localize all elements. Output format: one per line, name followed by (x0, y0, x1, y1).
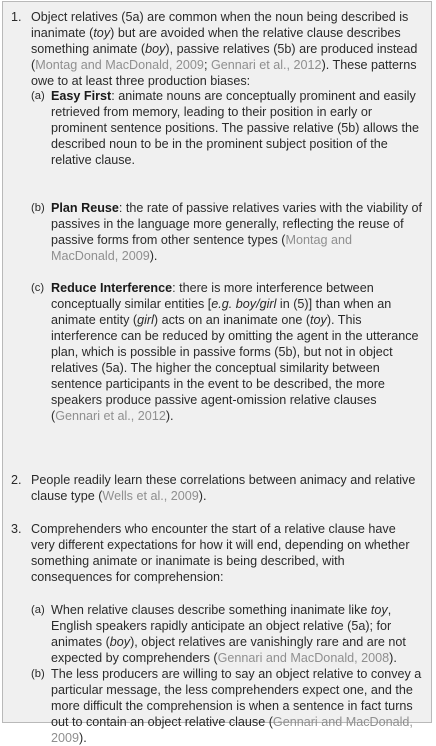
italic-term: e.g. boy/girl (211, 297, 277, 311)
text-line (51, 328, 425, 344)
text-run: ) but are avoided when the relative clause describes (110, 26, 401, 40)
item-body (31, 472, 427, 504)
bold-heading: Plan Reuse (51, 201, 119, 215)
text-line (31, 41, 427, 57)
text-box (2, 1, 432, 745)
text-run: expected by comprehenders ( (51, 651, 218, 665)
text-run: English speakers rapidly anticipate an object relative (5a); for (51, 619, 392, 633)
citation-link[interactable]: Gennari and MacDonald, (272, 715, 413, 729)
text-line (51, 248, 425, 264)
text-line (51, 216, 425, 232)
text-run: The less producers are willing to say an object relative to convey a (51, 667, 422, 681)
text-run: owe to at least three production biases: (31, 74, 251, 88)
text-line (51, 392, 425, 408)
text-run: inanimate ( (31, 26, 94, 40)
sub-item-label: (b) (31, 668, 45, 680)
text-line (51, 152, 425, 168)
text-run: prominent sentence positions. The passive relative (5b) allows the (51, 121, 419, 135)
text-run: passive forms from other sentence types ( (51, 233, 286, 247)
text-run: out to contain an object relative clause ( (51, 715, 273, 729)
text-run: relative clause. (51, 153, 135, 167)
sub-item-label: (c) (31, 282, 45, 294)
text-run: ). (79, 731, 87, 745)
text-run: animate entity ( (51, 313, 138, 327)
text-run: described noun to be in the prominent subject position of the (51, 137, 388, 151)
text-run: more difficult the comprehension is when a sentence in fact turns (51, 699, 413, 713)
text-run: ). (198, 489, 207, 503)
text-line (51, 408, 425, 424)
citation-link[interactable]: MacDonald, 2009 (51, 249, 150, 263)
text-run: ( (51, 409, 56, 423)
text-line (51, 666, 425, 682)
text-line (31, 553, 427, 569)
sub-item-body (51, 280, 425, 424)
text-line (51, 296, 425, 312)
item-number: 2. (11, 473, 22, 487)
text-line (51, 618, 425, 634)
text-line (51, 88, 425, 104)
italic-term: girl (137, 313, 154, 327)
text-run: conceptually similar entities [ (51, 297, 212, 311)
text-run: When relative clauses describe something inanimate like (51, 603, 371, 617)
item-body (31, 521, 427, 585)
text-line (51, 634, 425, 650)
text-run: retrieved from memory, leading to their position in early or (51, 105, 373, 119)
text-line (51, 698, 425, 714)
text-run: ), object relatives are vanishingly rare and are not (130, 635, 406, 649)
italic-term: boy (109, 635, 131, 649)
text-run: consequences for comprehension: (31, 570, 224, 584)
text-run: interference can be reduced by omitting the agent in the utterance (51, 329, 419, 343)
text-line (51, 104, 425, 120)
text-run: relatives (5a). The higher the conceptual similarity between (51, 361, 380, 375)
text-run: clause type ( (31, 489, 103, 503)
text-run: People readily learn these correlations between animacy and relative (31, 473, 416, 487)
text-line (31, 472, 427, 488)
text-line (51, 602, 425, 618)
sub-item-label: (a) (31, 90, 45, 102)
text-run: ). These patterns (321, 58, 417, 72)
text-line (31, 73, 427, 89)
citation-link[interactable]: Gennari and MacDonald, 2008 (217, 651, 390, 665)
text-run: ; (203, 58, 211, 72)
text-line (51, 200, 425, 216)
text-run: : there is more interference between (172, 281, 374, 295)
text-line (31, 537, 427, 553)
text-line (51, 136, 425, 152)
text-run: , (387, 603, 392, 617)
item-body (31, 9, 427, 89)
citation-link[interactable]: 2009 (51, 731, 80, 745)
sub-item-label: (b) (31, 202, 45, 214)
italic-term: toy (310, 313, 327, 327)
text-line (31, 488, 427, 504)
text-line (51, 376, 425, 392)
text-line (31, 9, 427, 25)
italic-term: boy (145, 42, 166, 56)
text-run: sentence participants in the event to be described, the more (51, 377, 385, 391)
citation-link[interactable]: Montag and MacDonald, 2009 (35, 58, 204, 72)
text-line (31, 25, 427, 41)
citation-link[interactable]: Gennari et al., 2012 (210, 58, 322, 72)
sub-item-body (51, 666, 425, 746)
text-run: particular message, the less comprehenders expect one, and the (51, 683, 413, 697)
text-line (31, 521, 427, 537)
text-line (51, 682, 425, 698)
text-run: Object relatives (5a) are common when the noun being described is (31, 10, 409, 24)
text-run: : animate nouns are conceptually prominent and easily (111, 89, 416, 103)
sub-item-label: (a) (31, 604, 45, 616)
sub-item-body (51, 200, 425, 264)
text-run: ( (31, 58, 36, 72)
text-run: ), passive relatives (5b) are produced instead (165, 42, 418, 56)
text-line (31, 57, 427, 73)
text-run: ) acts on an inanimate one ( (153, 313, 311, 327)
text-line (51, 120, 425, 136)
text-run: in (5)] than when an (276, 297, 392, 311)
item-number: 1. (11, 10, 22, 24)
text-line (51, 280, 425, 296)
text-line (51, 360, 425, 376)
text-run: animates ( (51, 635, 110, 649)
text-line (51, 714, 425, 730)
text-run: ). (165, 409, 174, 423)
sub-item-body (51, 602, 425, 666)
text-run: passives in the language more generally, reflecting the reuse of (51, 217, 404, 231)
bold-heading: Easy First (51, 89, 112, 103)
text-run: Comprehenders who encounter the start of a relative clause have (31, 522, 396, 536)
text-line (51, 344, 425, 360)
sub-item-body (51, 88, 425, 168)
italic-term: toy (93, 26, 111, 40)
text-run: ). (389, 651, 397, 665)
citation-link[interactable]: Wells et al., 2009 (102, 489, 199, 503)
citation-link[interactable]: Montag and (285, 233, 353, 247)
item-number: 3. (11, 522, 22, 536)
text-line (51, 312, 425, 328)
text-run: speakers produce passive agent-omission relative clauses (51, 393, 377, 407)
text-run: ). This (326, 313, 362, 327)
text-run: something animate or inanimate is being described, with (31, 554, 345, 568)
text-run: plan, which is possible in passive forms (5b), but not in object (51, 345, 393, 359)
bold-heading: Reduce Interference (51, 281, 173, 295)
italic-term: toy (370, 603, 388, 617)
text-line (51, 730, 425, 746)
text-line (51, 650, 425, 666)
text-run: very different expectations for how it will end, depending on whether (31, 538, 410, 552)
text-line (31, 569, 427, 585)
citation-link[interactable]: Gennari et al., 2012 (55, 409, 166, 423)
text-run: ). (149, 249, 158, 263)
text-line (51, 232, 425, 248)
text-run: : the rate of passive relatives varies with the viability of (118, 201, 422, 215)
text-run: something animate ( (31, 42, 146, 56)
